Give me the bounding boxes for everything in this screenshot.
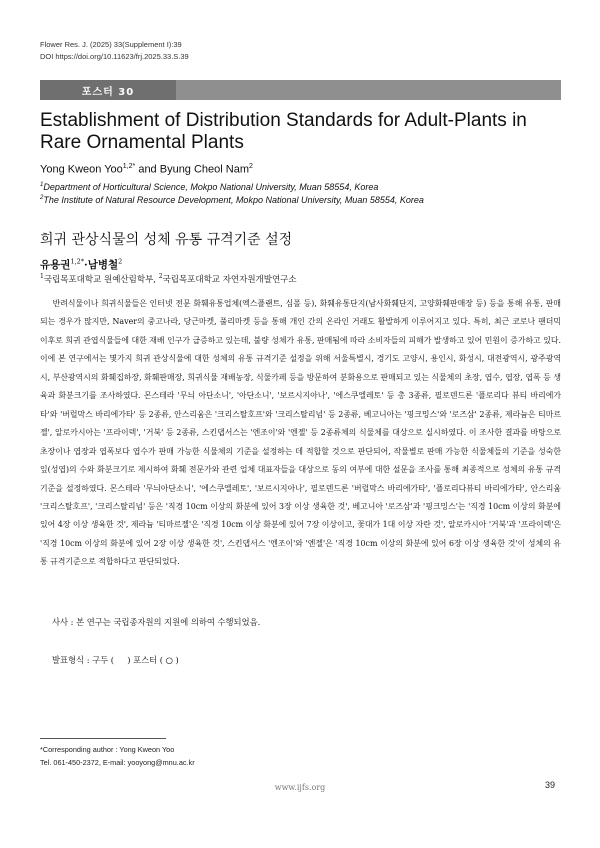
author-ko-2-sup: 2 bbox=[118, 257, 123, 266]
author-ko-sep: · bbox=[84, 259, 88, 271]
abstract-body: 반려식물이나 희귀식물들은 인터넷 전문 화훼유통업체(엑스플랜트, 심폴 등), 화훼유통단지(남사화훼단지, 고양화훼판매장 등) 등을 통해 유통, 판매되는 경우가 많지만, Naver의 중고나라, 당근마켓, 풀리마켓 등을 통해 개인 간의 온라인 거래도 활발하게 이루어지고 있다. 특히, 최근 코로나 팬더믹 이후로 희귀 관엽식물들에 대한 재배 인구가 급증하고 있는데, 불량 성체가 유통, 판매됨에 따라 소비자들의 피해가 발생하고 있어 민원이 증가하고 있다. 이에 본 연구에서는 몇가지 희귀 관상식물에 대한 성체의 유통 규격기준 설정을 위해 서울특별시, 경기도 고양시, 용인시, 화성시, 대전광역시, 광주광역시, 부산광역시의 화훼집하장, 화훼판매장, 희귀식물 재배농장, 식물카페 등을 방문하여 분화용으로 판매되고 있는 식물체의 초장, 엽수, 엽장, 엽폭 등 생육과 화분크기를 조사하였다. 몬스테라 '무늬 아단소니', '아단소니', '보르시지아나', '에스쿠엘레토' 등 총 3종류, 필로덴드론 '플로리다 뷰티 바리에가타'와 '버럴막스 바리에가타' 등 2종류, 안스리움은 '크리스탈호프'와 '크리스탈리넘' 등 2종류, 베고니아는 '핑크밍스'와 '로즈삼' 2종류, 제라늄은 티마르젤', 알로카시아는 '프라이덱', '거북' 등 2종류, 스킨댑서스는 '엔조이'와 '엔젤' 등 2종류체의 식물체를 대상으로 실시하였다. 이 조사한 결과를 바탕으로 초장이나 엽장과 엽폭보다 엽수가 판매 가능한 식물체의 기준을 설정하는 데 적합할 것으로 판단되어, 작물별로 판매 가능한 식물체들의 기준을 성숙한 잎(성엽)의 수와 화분크기로 제시하여 화훼 전문가와 관련 업체 대표자들을 대상으로 동의 여부에 대한 설문을 조사를 통해 최종적으로 성체의 유통 규격기준을 설정하였다. 몬스테라 '무늬아단소니', '에스쿠엘레토', '보르시지아나', 필로덴드론 '버럴막스 바리에가타', '플로리다뷰티 바리에가타', 안스리움 '크리스탈호프', '크리스탈리넘' 등은 '직경 10cm 이상의 화분에 있어 3장 이상 생육한 것', 베고니아 '로즈삼'과 '핑크밍스'는 '직경 10cm 이상의 화분에 있어 4장 이상 생육한 것', 제라늄 '티마르젤'은 '직경 10cm 이상 화분에 있어 7장 이상이고, 꽃대가 1대 이상 자란 것', 알로카시아 '거북'과 '프라이덱'은 '직경 10cm 이상의 화분에 있어 2장 이상 생육한 것', 스킨댑서스 '엔조이'와 '엔젤'은 '직경 10cm 이상의 화분에 있어 6장 이상 생육한 것'이 성체의 유통 규격기준으로 적합하다고 판단되었다. bbox=[40, 299, 561, 567]
affiliation-ko-1-text: 국립목포대학교 원예산림학부, bbox=[43, 275, 159, 285]
journal-citation: Flower Res. J. (2025) 33(Supplement I):39 bbox=[40, 40, 182, 49]
corresponding-author: *Corresponding author : Yong Kweon Yoo bbox=[40, 745, 175, 754]
acknowledgement: 사사 : 본 연구는 국립종자원의 지원에 의하여 수행되었음. bbox=[52, 617, 261, 627]
authors-ko bbox=[40, 257, 122, 272]
affiliation-en-1 bbox=[40, 182, 378, 192]
page-number: 39 bbox=[545, 780, 556, 790]
author-2-name: Byung Cheol Nam bbox=[159, 163, 250, 176]
affiliation-1-text: Department of Horticultural Science, Mokpo National University, Muan 58554, Korea bbox=[43, 182, 379, 192]
author-and: and bbox=[135, 163, 160, 176]
author-ko-1-sup: 1,2* bbox=[70, 257, 85, 266]
paper-title-en: Establishment of Distribution Standards for Adult-Plants in Rare Ornamental Plants bbox=[40, 110, 527, 153]
affiliation-ko-1-num: 1 bbox=[40, 273, 44, 281]
affiliation-ko-2-text: 국립목포대학교 자연자원개발연구소 bbox=[162, 275, 297, 285]
footnote-divider bbox=[40, 738, 166, 739]
authors-en bbox=[40, 163, 253, 176]
author-ko-2: 남병철 bbox=[87, 259, 119, 271]
affiliation-ko-2-num: 2 bbox=[158, 273, 163, 281]
affiliations-ko bbox=[40, 273, 297, 285]
contact-info: Tel. 061-450-2372, E-mail: yooyong@mnu.ac.kr bbox=[40, 758, 195, 767]
doi-line: DOI https://doi.org/10.11623/frj.2025.33.S.39 bbox=[40, 52, 189, 61]
journal-website: www.ijfs.org bbox=[274, 783, 326, 792]
affiliation-1-num: 1 bbox=[40, 182, 44, 188]
paper-title-ko: 희귀 관상식물의 성체 유통 규격기준 설정 bbox=[40, 232, 293, 248]
affiliation-2-text: The Institute of Natural Resource Development, Mokpo National University, Muan 58554, Korea bbox=[43, 195, 424, 205]
affiliation-2-num: 2 bbox=[40, 195, 44, 201]
poster-badge: 포스터 30 bbox=[40, 80, 176, 100]
author-1-sup: 1,2* bbox=[122, 163, 136, 170]
presentation-form: 발표형식 : 구두 ( ) 포스터 ( ○ ) bbox=[52, 655, 179, 665]
author-ko-1: 유용권 bbox=[40, 259, 71, 271]
author-2-sup: 2 bbox=[249, 163, 253, 170]
author-1-name: Yong Kweon Yoo bbox=[40, 163, 123, 176]
affiliation-en-2 bbox=[40, 195, 424, 205]
